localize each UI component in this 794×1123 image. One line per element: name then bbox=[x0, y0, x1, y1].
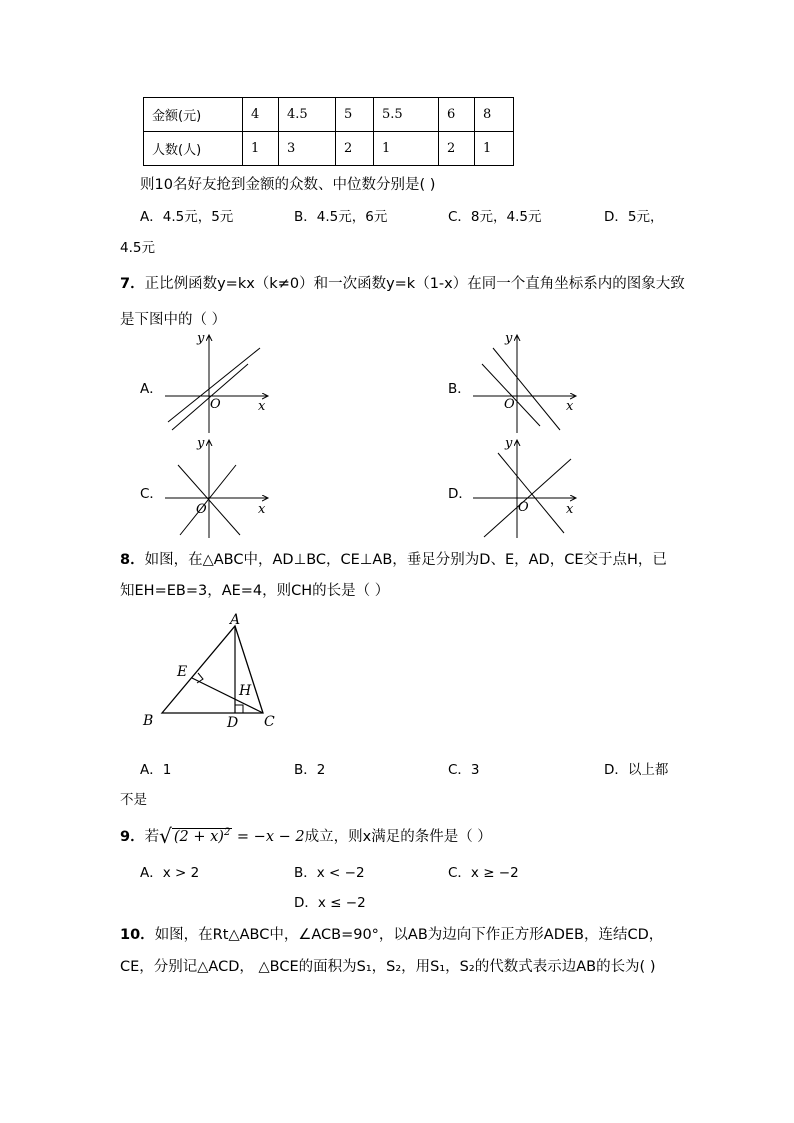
radicand-expression: (2 + x) bbox=[173, 829, 224, 845]
origin-label: O bbox=[518, 500, 529, 515]
q8-text bbox=[120, 548, 667, 569]
q8-line2: 知EH=EB=3，AE=4，则CH的长是（ ） bbox=[120, 583, 390, 599]
q8-line1: 如图，在△ABC中，AD⊥BC，CE⊥AB，垂足分别为D、E，AD，CE交于点H，已 bbox=[144, 552, 667, 568]
q9-option-b: B．x < −2 bbox=[294, 865, 365, 881]
q7-label-d: D． bbox=[448, 486, 472, 502]
q9-option-a: A．x > 2 bbox=[140, 865, 200, 881]
table-cell: 3 bbox=[279, 132, 336, 166]
q8-triangle-figure bbox=[135, 612, 295, 732]
q7-line2: 是下图中的（ ） bbox=[120, 312, 227, 328]
q9-prefix: 若 bbox=[144, 829, 160, 845]
point-h-label: H bbox=[239, 683, 252, 699]
table-cell: 1 bbox=[475, 132, 514, 166]
point-e-label: E bbox=[177, 664, 188, 680]
right-angle-mark-d bbox=[235, 705, 243, 713]
table-cell: 1 bbox=[243, 132, 279, 166]
q8-number: 8． bbox=[120, 552, 145, 568]
x-axis-label: x bbox=[258, 399, 266, 414]
table-cell: 2 bbox=[336, 132, 374, 166]
q7-line1: 正比例函数y=kx（k≠0）和一次函数y=k（1-x）在同一个直角坐标系内的图象大致 bbox=[144, 276, 685, 292]
origin-label: O bbox=[210, 397, 221, 412]
q9-text bbox=[120, 822, 492, 846]
table-cell: 5 bbox=[336, 98, 374, 132]
q6-option-b: B．4.5元，6元 bbox=[294, 209, 388, 225]
table-cell: 2 bbox=[439, 132, 475, 166]
q7-graph-d bbox=[468, 435, 588, 540]
q6-option-a: A．4.5元，5元 bbox=[140, 209, 234, 225]
q7-label-b: B． bbox=[448, 381, 471, 397]
x-axis-label: x bbox=[566, 399, 574, 414]
q9-rhs: = −x − 2 bbox=[236, 829, 305, 845]
table-cell: 4 bbox=[243, 98, 279, 132]
y-axis-label: y bbox=[197, 331, 205, 346]
table-cell: 6 bbox=[439, 98, 475, 132]
sqrt-symbol: √ bbox=[159, 824, 172, 848]
table-row bbox=[144, 98, 514, 132]
q9-number: 9． bbox=[120, 829, 145, 845]
point-b-label: B bbox=[143, 713, 154, 729]
point-c-label: C bbox=[264, 714, 275, 730]
table-header-amount: 金额(元) bbox=[144, 98, 243, 132]
q7-label-c: C． bbox=[140, 486, 163, 502]
q9-option-c: C．x ≥ −2 bbox=[448, 865, 519, 881]
q7-graph-c bbox=[160, 435, 280, 540]
q7-graph-b bbox=[468, 330, 588, 435]
q10-line1: 如图，在Rt△ABC中，∠ACB=90°，以AB为边向下作正方形ADEB，连结CD， bbox=[154, 927, 664, 943]
table-row bbox=[144, 132, 514, 166]
table-cell: 4.5 bbox=[279, 98, 336, 132]
table-header-people: 人数(人) bbox=[144, 132, 243, 166]
origin-label: O bbox=[504, 397, 515, 412]
q9-option-d: D．x ≤ −2 bbox=[294, 895, 366, 911]
q7-number: 7． bbox=[120, 276, 145, 292]
line-1 bbox=[493, 348, 560, 430]
table-cell: 5.5 bbox=[374, 98, 439, 132]
point-a-label: A bbox=[230, 612, 241, 628]
q6-stem: 则10名好友抢到金额的众数、中位数分别是( ) bbox=[140, 177, 436, 193]
q10-line2: CE，分别记△ACD， △BCE的面积为S₁，S₂，用S₁，S₂的代数式表示边AB的长为( ) bbox=[120, 959, 656, 975]
x-axis-label: x bbox=[566, 502, 574, 517]
q7-text bbox=[120, 272, 685, 293]
q9-suffix: 成立，则x满足的条件是（ ） bbox=[304, 829, 492, 845]
y-axis-label: y bbox=[197, 436, 205, 451]
q6-option-d: D．5元， bbox=[604, 209, 664, 225]
q8-option-d-cont: 不是 bbox=[120, 792, 147, 808]
q6-option-d-cont: 4.5元 bbox=[120, 240, 155, 256]
q8-option-c: C．3 bbox=[448, 762, 480, 778]
q7-label-a: A． bbox=[140, 381, 163, 397]
y-axis-label: y bbox=[505, 436, 513, 451]
x-axis-label: x bbox=[258, 502, 266, 517]
q8-option-a: A．1 bbox=[140, 762, 172, 778]
sqrt-radicand bbox=[172, 828, 232, 845]
amount-table bbox=[143, 97, 514, 166]
table-cell: 8 bbox=[475, 98, 514, 132]
altitude-ce bbox=[192, 678, 263, 713]
q10-number: 10． bbox=[120, 927, 155, 943]
line-2 bbox=[180, 465, 236, 535]
table-cell: 1 bbox=[374, 132, 439, 166]
q10-text bbox=[120, 923, 663, 944]
q7-graph-a bbox=[160, 330, 280, 435]
exponent: 2 bbox=[223, 827, 231, 839]
point-d-label: D bbox=[227, 715, 239, 731]
q8-option-b: B．2 bbox=[294, 762, 326, 778]
q8-option-d: D．以上都 bbox=[604, 762, 669, 778]
q6-option-c: C．8元，4.5元 bbox=[448, 209, 542, 225]
origin-label: O bbox=[196, 502, 207, 517]
y-axis-label: y bbox=[505, 331, 513, 346]
line-1 bbox=[498, 453, 564, 533]
